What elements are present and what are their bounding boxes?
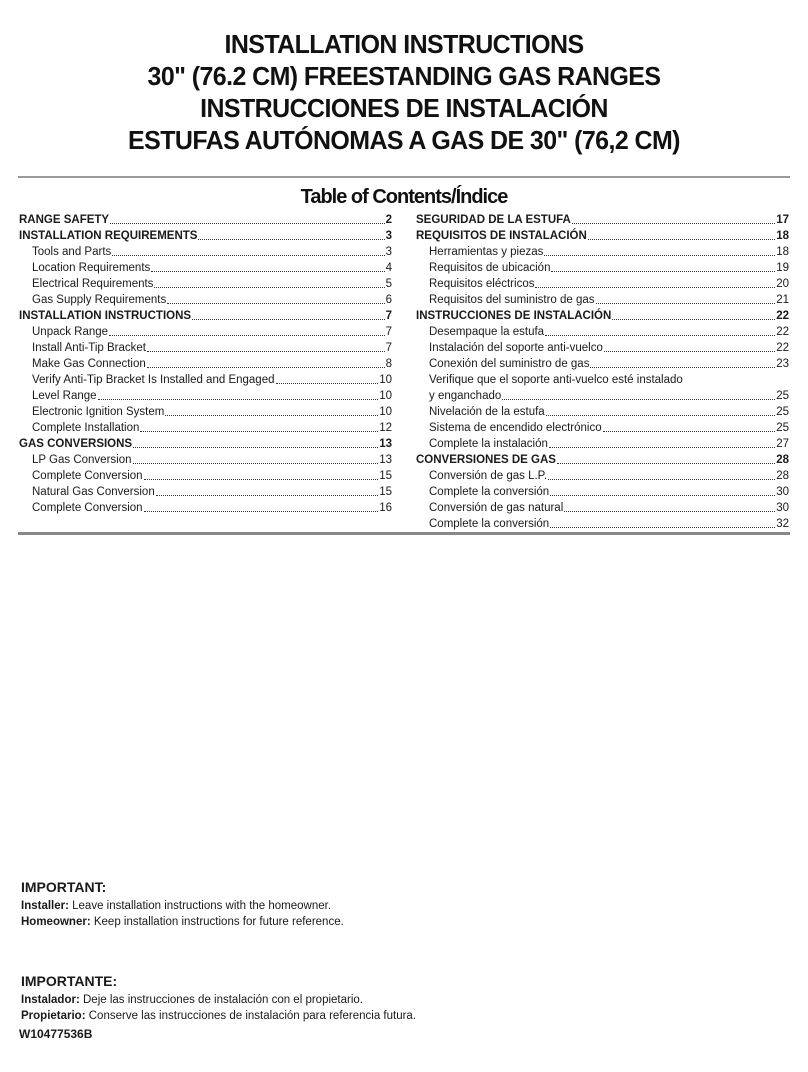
toc-entry-page: 21 <box>776 294 789 306</box>
toc-subsection-entry[interactable] <box>416 324 789 340</box>
dot-leader <box>156 495 378 496</box>
toc-entry-label: SEGURIDAD DE LA ESTUFA <box>416 214 571 226</box>
document-number: W10477536B <box>19 1027 93 1041</box>
toc-subsection-entry[interactable] <box>416 484 789 500</box>
toc-entry-page: 22 <box>776 342 789 354</box>
toc-subsection-entry[interactable] <box>19 420 392 436</box>
dot-leader <box>588 239 775 240</box>
toc-entry-label: Requisitos eléctricos <box>429 278 535 290</box>
toc-entry-label: REQUISITOS DE INSTALACIÓN <box>416 230 587 242</box>
toc-entry-page: 7 <box>385 310 392 322</box>
toc-entry-page: 12 <box>379 422 392 434</box>
dot-leader <box>133 447 378 448</box>
toc-entry-label: Instalación del soporte anti-vuelco <box>429 342 603 354</box>
bottom-divider <box>18 532 790 535</box>
toc-entry-page: 15 <box>379 486 392 498</box>
toc-entry-page: 13 <box>379 454 392 466</box>
toc-entry-label: Requisitos del suministro de gas <box>429 294 595 306</box>
toc-entry-page: 20 <box>776 278 789 290</box>
toc-entry-page: 23 <box>776 358 789 370</box>
toc-subsection-entry[interactable] <box>19 244 392 260</box>
instalador-note <box>21 992 781 1008</box>
toc-entry-label: Complete Conversion <box>32 502 143 514</box>
toc-entry-label: Conversión de gas natural <box>429 502 564 514</box>
homeowner-label: Homeowner: <box>21 916 91 928</box>
toc-section-entry[interactable] <box>19 436 392 452</box>
toc-subsection-entry[interactable] <box>19 260 392 276</box>
dot-leader <box>147 351 385 352</box>
toc-entry-page: 22 <box>776 310 789 322</box>
toc-section-entry[interactable] <box>416 212 789 228</box>
dot-leader <box>198 239 384 240</box>
dot-leader <box>603 431 776 432</box>
important-notice-english <box>21 878 781 930</box>
toc-entry-label: Complete la conversión <box>429 486 550 498</box>
toc-subsection-entry[interactable] <box>19 372 392 388</box>
title-line-4: ESTUFAS AUTÓNOMAS A GAS DE 30" (76,2 CM) <box>128 125 680 155</box>
toc-entry-label-continued: y enganchado <box>429 390 502 402</box>
toc-subsection-entry[interactable] <box>416 500 789 516</box>
toc-entry-page: 7 <box>385 342 392 354</box>
toc-entry-page: 10 <box>379 406 392 418</box>
toc-subsection-entry[interactable] <box>19 468 392 484</box>
toc-section-entry[interactable] <box>19 212 392 228</box>
toc-subsection-entry[interactable] <box>416 516 789 532</box>
dot-leader <box>165 415 378 416</box>
toc-subsection-entry[interactable] <box>19 276 392 292</box>
toc-entry-page: 8 <box>385 358 392 370</box>
toc-entry-label: Install Anti-Tip Bracket <box>32 342 146 354</box>
toc-entry-label: Nivelación de la estufa <box>429 406 545 418</box>
toc-entry-label: INSTALLATION INSTRUCTIONS <box>19 310 192 322</box>
toc-entry-label: Complete Installation <box>32 422 140 434</box>
dot-leader <box>192 319 385 320</box>
toc-entry-label: Complete la instalación <box>429 438 548 450</box>
toc-entry-page: 25 <box>776 406 789 418</box>
installer-label: Installer: <box>21 900 69 912</box>
toc-subsection-entry[interactable] <box>416 292 789 308</box>
dot-leader <box>546 415 775 416</box>
toc-entry-page: 30 <box>776 486 789 498</box>
instalador-label: Instalador: <box>21 994 80 1006</box>
toc-english-column <box>19 212 392 516</box>
toc-subsection-entry[interactable] <box>19 452 392 468</box>
toc-subsection-entry[interactable] <box>416 244 789 260</box>
toc-entry-label: Desempaque la estufa <box>429 326 545 338</box>
dot-leader <box>109 335 385 336</box>
dot-leader <box>502 399 775 400</box>
dot-leader <box>551 271 775 272</box>
toc-subsection-entry[interactable] <box>416 468 789 484</box>
toc-entry-page: 18 <box>776 246 789 258</box>
title-line-3: INSTRUCCIONES DE INSTALACIÓN <box>200 93 608 123</box>
toc-entry-page: 10 <box>379 390 392 402</box>
importante-heading: IMPORTANTE: <box>21 973 118 989</box>
dot-leader <box>276 383 379 384</box>
toc-entry-label: Requisitos de ubicación <box>429 262 551 274</box>
dot-leader <box>557 463 775 464</box>
toc-section-entry[interactable] <box>416 452 789 468</box>
toc-subsection-entry[interactable] <box>19 388 392 404</box>
dot-leader <box>596 303 776 304</box>
toc-subsection-entry[interactable] <box>416 404 789 420</box>
dot-leader <box>133 463 379 464</box>
toc-entry-label: Tools and Parts <box>32 246 112 258</box>
toc-subsection-entry[interactable] <box>19 500 392 516</box>
toc-spanish-column <box>416 212 789 532</box>
toc-entry-page: 3 <box>385 230 392 242</box>
toc-entry-page: 19 <box>776 262 789 274</box>
toc-entry-page: 7 <box>385 326 392 338</box>
toc-entry-page: 28 <box>776 470 789 482</box>
toc-entry-label: INSTRUCCIONES DE INSTALACIÓN <box>416 310 612 322</box>
toc-entry-page: 13 <box>379 438 392 450</box>
toc-entry-label: Unpack Range <box>32 326 109 338</box>
toc-subsection-entry[interactable] <box>416 420 789 436</box>
toc-entry-label: Conexión del suministro de gas <box>429 358 590 370</box>
toc-entry-label: RANGE SAFETY <box>19 214 110 226</box>
toc-subsection-entry[interactable] <box>19 484 392 500</box>
toc-entry-page: 5 <box>385 278 392 290</box>
title-line-2: 30" (76.2 CM) FREESTANDING GAS RANGES <box>147 61 661 91</box>
dot-leader <box>550 495 775 496</box>
toc-entry-page: 3 <box>385 246 392 258</box>
homeowner-text: Keep installation instructions for future reference. <box>90 916 344 928</box>
toc-entry-label: Sistema de encendido electrónico <box>429 422 602 434</box>
toc-entry-label: GAS CONVERSIONS <box>19 438 133 450</box>
toc-entry-page: 6 <box>385 294 392 306</box>
toc-entry-label: Gas Supply Requirements <box>32 294 167 306</box>
toc-entry-page: 22 <box>776 326 789 338</box>
dot-leader <box>549 447 775 448</box>
homeowner-note <box>21 914 781 930</box>
toc-entry-label: Complete la conversión <box>429 518 550 530</box>
dot-leader <box>151 271 384 272</box>
important-heading: IMPORTANT: <box>21 879 107 895</box>
toc-entry-page: 27 <box>776 438 789 450</box>
dot-leader <box>144 511 379 512</box>
toc-entry-page: 25 <box>776 390 789 402</box>
dot-leader <box>140 431 378 432</box>
toc-entry-page: 10 <box>379 374 392 386</box>
toc-entry-label: Complete Conversion <box>32 470 143 482</box>
dot-leader <box>564 511 775 512</box>
title-line-1: INSTALLATION INSTRUCTIONS <box>224 29 584 59</box>
dot-leader <box>167 303 384 304</box>
toc-entry-label: Verifique que el soporte anti-vuelco esté instalado <box>429 374 683 386</box>
toc-entry-page: 28 <box>776 454 789 466</box>
toc-subsection-entry[interactable] <box>19 404 392 420</box>
dot-leader <box>98 399 379 400</box>
propietario-note <box>21 1008 781 1024</box>
toc-section-entry[interactable] <box>19 228 392 244</box>
toc-subsection-entry[interactable] <box>19 292 392 308</box>
toc-entry-page: 18 <box>776 230 789 242</box>
toc-entry-label: Location Requirements <box>32 262 151 274</box>
toc-subsection-entry[interactable] <box>416 436 789 452</box>
toc-subsection-entry[interactable] <box>19 340 392 356</box>
dot-leader <box>572 223 775 224</box>
top-divider <box>18 176 790 178</box>
toc-entry-label: Conversión de gas L.P. <box>429 470 548 482</box>
toc-section-entry[interactable] <box>19 308 392 324</box>
toc-section-entry[interactable] <box>416 308 789 324</box>
toc-entry-label: CONVERSIONES DE GAS <box>416 454 556 466</box>
toc-subsection-entry[interactable] <box>416 340 789 356</box>
toc-subsection-entry[interactable] <box>19 324 392 340</box>
toc-entry-label: Make Gas Connection <box>32 358 146 370</box>
dot-leader <box>604 351 775 352</box>
dot-leader <box>548 479 775 480</box>
dot-leader <box>147 367 385 368</box>
toc-entry-page: 2 <box>385 214 392 226</box>
dot-leader <box>535 287 775 288</box>
toc-section-entry[interactable] <box>416 228 789 244</box>
toc-entry-label: Herramientas y piezas <box>429 246 544 258</box>
toc-entry-page: 25 <box>776 422 789 434</box>
installer-text: Leave installation instructions with the homeowner. <box>68 900 332 912</box>
toc-subsection-entry[interactable] <box>19 356 392 372</box>
instalador-text: Deje las instrucciones de instalación con el propietario. <box>79 994 363 1006</box>
toc-subsection-entry[interactable] <box>416 356 789 372</box>
toc-entry-page: 15 <box>379 470 392 482</box>
toc-entry-label: LP Gas Conversion <box>32 454 132 466</box>
dot-leader <box>112 255 384 256</box>
dot-leader <box>590 367 775 368</box>
toc-entry-label: Electronic Ignition System <box>32 406 165 418</box>
dot-leader <box>144 479 379 480</box>
dot-leader <box>550 527 775 528</box>
toc-entry-label: Verify Anti-Tip Bracket Is Installed and Engaged <box>32 374 275 386</box>
toc-entry-page: 30 <box>776 502 789 514</box>
toc-entry-page: 16 <box>379 502 392 514</box>
propietario-label: Propietario: <box>21 1010 86 1022</box>
toc-entry-page: 4 <box>385 262 392 274</box>
toc-heading: Table of Contents/Índice <box>300 186 508 208</box>
toc-entry-label: Level Range <box>32 390 97 402</box>
toc-entry-label: Natural Gas Conversion <box>32 486 155 498</box>
toc-subsection-entry[interactable] <box>416 276 789 292</box>
dot-leader <box>544 255 775 256</box>
toc-subsection-entry[interactable] <box>416 372 789 404</box>
dot-leader <box>110 223 385 224</box>
propietario-text: Conserve las instrucciones de instalación para referencia futura. <box>85 1010 417 1022</box>
important-notice-spanish <box>21 972 781 1024</box>
toc-entry-label: INSTALLATION REQUIREMENTS <box>19 230 198 242</box>
toc-subsection-entry[interactable] <box>416 260 789 276</box>
installer-note <box>21 898 781 914</box>
document-title <box>0 28 808 156</box>
toc-entry-page: 17 <box>776 214 789 226</box>
toc-entry-page: 32 <box>776 518 789 530</box>
dot-leader <box>154 287 384 288</box>
dot-leader <box>545 335 775 336</box>
toc-entry-label: Electrical Requirements <box>32 278 154 290</box>
dot-leader <box>612 319 775 320</box>
